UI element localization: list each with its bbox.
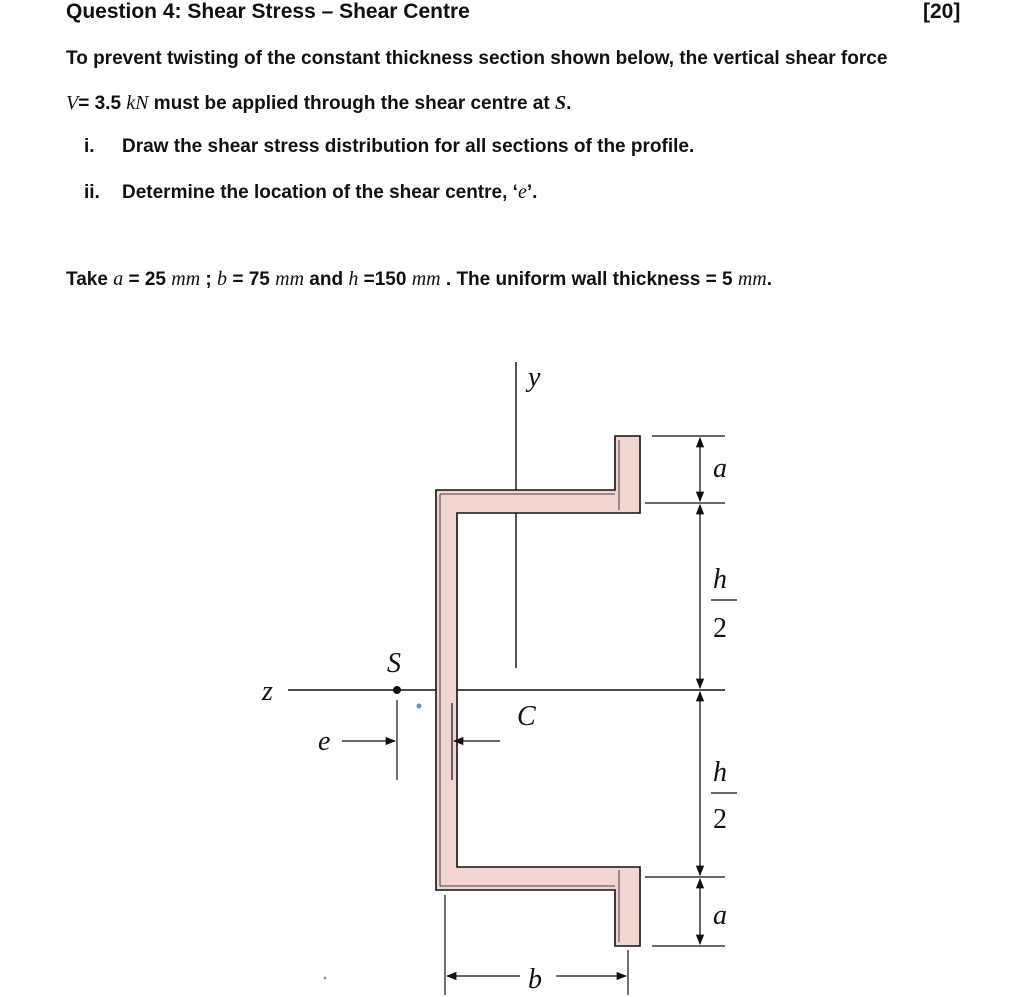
two-label-bottom: 2 bbox=[713, 804, 727, 835]
separator: ; bbox=[200, 269, 218, 290]
task-text: Determine the location of the shear centre, ‘ bbox=[122, 182, 518, 203]
a-symbol: a bbox=[113, 268, 124, 290]
v-unit: kN bbox=[126, 92, 149, 114]
question-title: Question 4: Shear Stress – Shear Centre bbox=[66, 0, 470, 23]
y-axis-label: y bbox=[528, 362, 541, 393]
two-label-top: 2 bbox=[713, 613, 727, 644]
h-label-bottom: h bbox=[713, 757, 727, 788]
unit-mm: mm bbox=[171, 268, 201, 290]
a-bottom-label: a bbox=[713, 900, 727, 931]
thickness-text: . The uniform wall thickness = 5 bbox=[440, 269, 738, 290]
b-value: = 75 bbox=[227, 269, 276, 290]
b-symbol: b bbox=[217, 268, 228, 290]
centroid-label: C bbox=[517, 701, 536, 732]
h-label-top: h bbox=[713, 564, 727, 595]
intro-line-2-end: . bbox=[566, 93, 572, 114]
v-value: = 3.5 bbox=[78, 93, 127, 114]
stray-dot bbox=[417, 704, 422, 709]
unit-mm: mm bbox=[737, 268, 767, 290]
task-text: Draw the shear stress distribution for all sections of the profile. bbox=[122, 136, 695, 157]
unit-mm: mm bbox=[411, 268, 441, 290]
h-symbol: h bbox=[348, 268, 359, 290]
e-symbol: e bbox=[517, 181, 527, 203]
shear-centre-label: S bbox=[387, 648, 401, 679]
a-top-label: a bbox=[713, 453, 727, 484]
v-symbol: V bbox=[66, 92, 79, 114]
s-symbol: S bbox=[554, 92, 567, 114]
task-text-end: ’. bbox=[526, 182, 538, 203]
and-text: and bbox=[304, 269, 349, 290]
intro-line-1: To prevent twisting of the constant thickness section shown below, the vertical shear force bbox=[66, 48, 888, 69]
task-number: ii. bbox=[84, 182, 100, 203]
stray-dot bbox=[324, 977, 327, 980]
take-label: Take bbox=[66, 269, 114, 290]
z-axis-label: z bbox=[262, 676, 273, 707]
e-label: e bbox=[318, 726, 331, 757]
question-marks: [20] bbox=[923, 0, 961, 23]
end-period: . bbox=[766, 269, 772, 290]
a-value: = 25 bbox=[123, 269, 172, 290]
b-label: b bbox=[528, 964, 542, 995]
h-value: =150 bbox=[358, 269, 412, 290]
intro-line-2-text: must be applied through the shear centre at bbox=[148, 93, 555, 114]
shear-centre-point bbox=[393, 686, 401, 694]
channel-section bbox=[436, 436, 640, 946]
unit-mm: mm bbox=[275, 268, 305, 290]
task-number: i. bbox=[84, 136, 95, 157]
